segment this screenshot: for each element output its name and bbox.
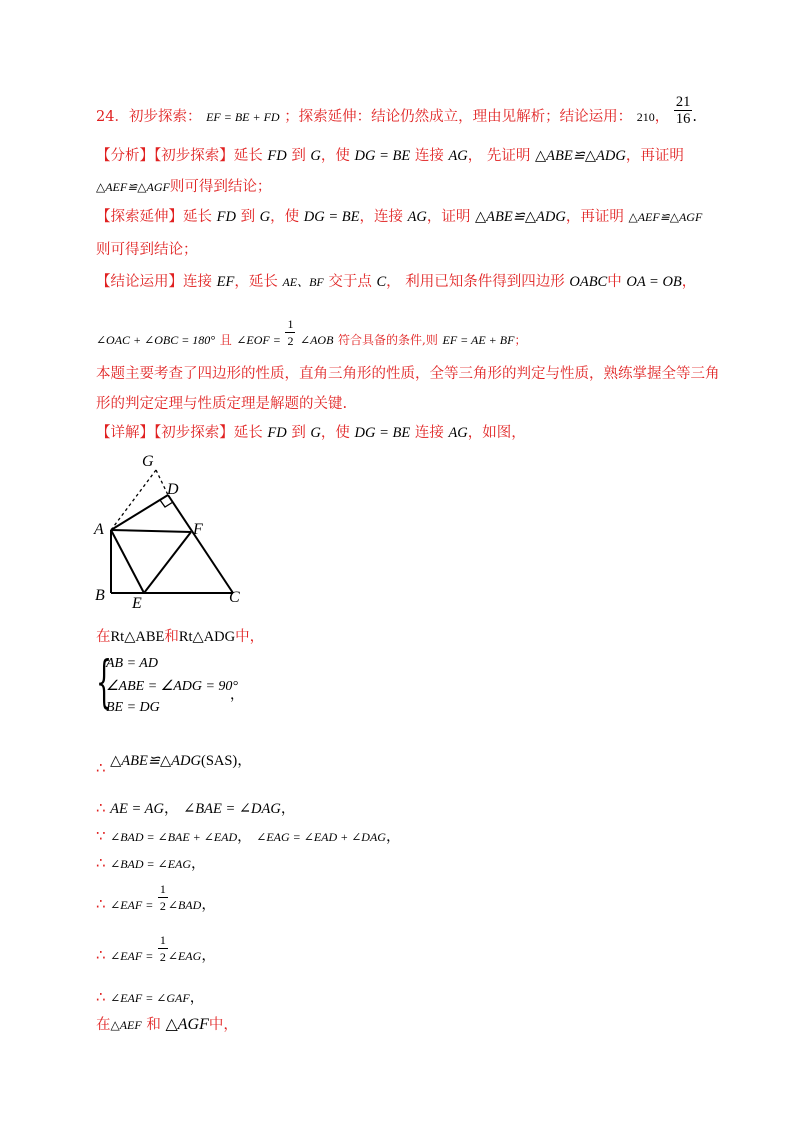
math: EF: [216, 274, 235, 290]
text: 【探索延伸】延长: [96, 209, 212, 225]
denominator: 2: [159, 898, 166, 913]
text: ，连接: [359, 209, 403, 225]
label-d: D: [167, 481, 179, 498]
math: G: [310, 425, 321, 441]
text: ，: [385, 829, 401, 845]
text: ，: [201, 897, 216, 913]
proof-step-half-eag: [96, 932, 216, 966]
equation-3: BE = DG: [106, 700, 160, 715]
math: ∠BAD = ∠BAE + ∠EAD: [110, 830, 238, 844]
text: 到: [240, 209, 256, 225]
fraction-half: [285, 316, 295, 349]
math: ∠BAD: [167, 898, 202, 912]
text: ，: [237, 753, 252, 769]
segment-ef: [144, 532, 191, 593]
proof-step-because: [96, 826, 400, 847]
text: 和: [146, 1017, 161, 1033]
math: OA = OB: [626, 274, 682, 290]
text: ，使: [320, 148, 350, 164]
math: Rt△ADG: [178, 629, 236, 645]
proof-step-triangles: [96, 1015, 238, 1035]
text: ，如图，: [467, 425, 526, 441]
text: 到: [291, 148, 306, 164]
analysis-line-1: [96, 146, 684, 166]
math: ∠EAF =: [110, 949, 154, 963]
therefore-symbol: ∴: [96, 799, 106, 817]
numerator: 1: [159, 881, 166, 896]
math: ∠EAF =: [110, 898, 154, 912]
text: 中，: [235, 629, 265, 645]
analysis-line-2: [96, 177, 271, 197]
math: ∠EAG: [167, 949, 202, 963]
application-line-1: [96, 272, 696, 292]
text: ， 先证明: [467, 148, 531, 164]
math: G: [310, 148, 321, 164]
text: 交于点: [328, 274, 372, 290]
math: Rt△ABE: [110, 629, 165, 645]
numerator: 1: [159, 932, 166, 947]
math: C: [376, 274, 387, 290]
text: 则可得到结论；: [96, 242, 198, 258]
proof-step-angles: [96, 853, 206, 874]
text: ，再证明: [625, 148, 684, 164]
text: 且: [219, 333, 232, 347]
math: G: [259, 209, 271, 225]
denominator: 2: [287, 333, 294, 348]
left-brace: {: [96, 650, 113, 715]
text: 【详解】【初步探索】延长: [96, 425, 263, 441]
text: ，使: [270, 209, 300, 225]
math: △ABE≌△ADG: [535, 148, 626, 164]
math: AG: [448, 148, 468, 164]
text: 在: [96, 1017, 111, 1033]
text: 中，: [208, 1017, 238, 1033]
text: 【结论运用】连接: [96, 274, 212, 290]
equation-1: AB = AD: [106, 656, 158, 671]
label-a: A: [94, 521, 104, 538]
math: ∠BAE = ∠DAG: [183, 801, 281, 817]
answer-210: 210: [636, 110, 655, 124]
fraction-21-16: [674, 94, 693, 127]
question-number: 24．初步探索：: [96, 109, 202, 125]
math: FD: [267, 148, 287, 164]
therefore-symbol: ∴: [96, 759, 106, 777]
system-comma: ，: [230, 688, 244, 703]
because-symbol: ∵: [96, 827, 106, 845]
label-g: G: [142, 453, 154, 470]
text: 连接: [414, 148, 444, 164]
answer-line: [96, 93, 698, 127]
math: OABC: [569, 274, 608, 290]
fraction-half: [158, 932, 168, 965]
equation-ef-be-fd: EF = BE + FD: [206, 110, 280, 124]
math: FD: [267, 425, 287, 441]
fraction-half: [158, 881, 168, 914]
period: .: [692, 109, 698, 125]
label-f: F: [193, 521, 203, 538]
text: ，: [237, 829, 252, 845]
math: AG: [448, 425, 468, 441]
segment-ad: [111, 495, 168, 530]
summary-line-2: [96, 394, 347, 414]
text: ， 利用已知条件得到四边形: [386, 274, 565, 290]
therefore-symbol: ∴: [96, 895, 106, 913]
math: DG = BE: [354, 148, 411, 164]
math: ∠EAG = ∠EAD + ∠DAG: [256, 830, 386, 844]
math: △AEF≌△AGF: [96, 180, 170, 194]
math: AE = AG: [110, 801, 164, 817]
application-line-2: [96, 316, 527, 350]
text: ，再证明: [565, 209, 624, 225]
text: 【分析】【初步探索】延长: [96, 148, 263, 164]
text: 符合具备的条件,则: [338, 333, 438, 347]
math: AE、BF: [282, 275, 324, 289]
equation-2: ∠ABE = ∠ADG = 90°: [106, 679, 239, 694]
math: FD: [216, 209, 236, 225]
answer-text: ；探索延伸：结论仍然成立，理由见解析；结论运用：: [284, 109, 633, 125]
math: △AGF: [165, 1016, 209, 1033]
detail-line-1: [96, 423, 526, 443]
segment-af: [111, 530, 191, 532]
text: ，延长: [234, 274, 278, 290]
label-e: E: [132, 595, 142, 610]
therefore-symbol: ∴: [96, 854, 106, 872]
math: ∠BAD = ∠EAG: [110, 857, 192, 871]
proof-step-half-bad: [96, 881, 216, 915]
text: ，: [191, 856, 206, 872]
text: ，: [163, 801, 179, 817]
math: ∠EOF =: [236, 333, 281, 347]
text: 连接: [414, 425, 444, 441]
denominator: 16: [675, 110, 691, 127]
geometry-figure: [90, 450, 260, 610]
math: DG = BE: [354, 425, 411, 441]
numerator: 1: [287, 316, 294, 331]
segment-ae: [111, 530, 144, 593]
proof-step-congruence: [96, 750, 252, 777]
text: 到: [291, 425, 306, 441]
math: △ABE≌△ADG: [475, 209, 566, 225]
math: △AEF≌△AGF: [628, 210, 703, 224]
label-b: B: [95, 587, 105, 604]
math: △AEF: [110, 1018, 142, 1032]
denominator: 2: [159, 949, 166, 964]
math: EF = AE + BF: [442, 333, 515, 347]
text: 则可得到结论；: [169, 179, 272, 195]
segment-ag: [111, 470, 156, 530]
text: ，: [189, 990, 205, 1006]
therefore-symbol: ∴: [96, 988, 106, 1006]
proof-setup: [96, 627, 264, 647]
text: 形的判定定理与性质定理是解题的关键.: [96, 396, 348, 412]
text: ，证明: [426, 209, 471, 225]
equation-system: [96, 650, 256, 718]
math: DG = BE: [303, 209, 360, 225]
text: ，: [681, 274, 697, 290]
text: ，: [201, 948, 216, 964]
text: ；: [514, 333, 527, 347]
math: (SAS): [200, 753, 238, 769]
proof-step-equal-sides: [96, 798, 295, 819]
extension-line-1: [96, 207, 702, 227]
comma: ，: [654, 109, 670, 125]
proof-step-eaf-gaf: [96, 987, 204, 1008]
therefore-symbol: ∴: [96, 946, 106, 964]
text: 在: [96, 629, 111, 645]
summary-line-1: [96, 364, 720, 384]
math: ∠AOB: [300, 333, 334, 347]
segment-cd: [168, 495, 233, 593]
numerator: 21: [675, 93, 691, 110]
text: ，: [280, 801, 296, 817]
label-c: C: [229, 589, 240, 606]
text: 和: [164, 629, 179, 645]
extension-line-2: [96, 240, 198, 260]
math: ∠EAF = ∠GAF: [110, 991, 190, 1005]
text: ，使: [320, 425, 350, 441]
text: 中: [607, 274, 622, 290]
text: 本题主要考查了四边形的性质，直角三角形的性质，全等三角形的判定与性质，熟练掌握全等三角: [96, 366, 720, 382]
math: AG: [407, 209, 427, 225]
math: ∠OAC + ∠OBC = 180°: [96, 333, 216, 347]
math: △ABE≌△ADG: [110, 753, 201, 769]
